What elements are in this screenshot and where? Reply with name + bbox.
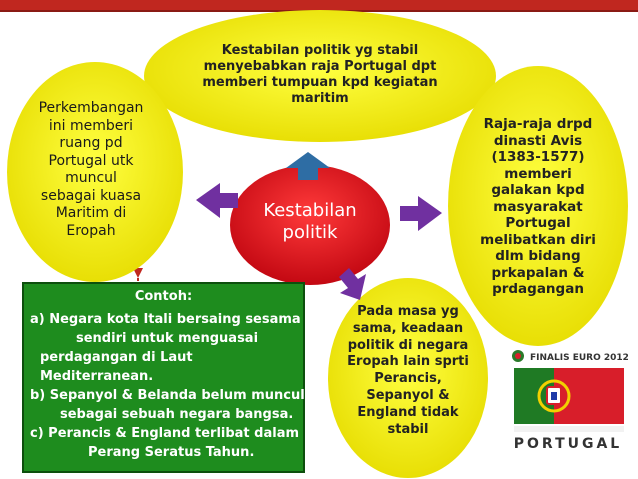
center-line: Kestabilan xyxy=(263,200,357,221)
right-bubble-line: masyarakat xyxy=(493,198,583,215)
bottom-bubble-text xyxy=(345,304,471,438)
center-line: politik xyxy=(282,222,338,243)
top-bubble-line: Kestabilan politik yg stabil xyxy=(221,43,419,58)
portugal-flag-icon xyxy=(508,348,628,456)
right-bubble-line: Portugal xyxy=(505,215,571,231)
left-bubble-line: sebagai kuasa xyxy=(40,187,142,204)
left-bubble-line: Perkembangan xyxy=(38,100,144,116)
right-bubble-line: (1383-1577) xyxy=(491,149,585,165)
logo-title: FINALIS EURO 2012 xyxy=(530,353,628,363)
right-bubble-text xyxy=(478,116,598,298)
bottom-bubble-line: sama, keadaan xyxy=(352,320,464,336)
center-text xyxy=(240,200,380,244)
right-bubble-line: melibatkan diri xyxy=(480,231,596,248)
example-item: sebagai sebuah negara bangsa. xyxy=(60,407,294,422)
top-bubble-text xyxy=(200,43,440,107)
right-bubble-line: memberi xyxy=(504,165,572,182)
example-item: sendiri untuk menguasai xyxy=(76,331,259,346)
top-bubble-line: menyebabkan raja Portugal dpt xyxy=(203,59,437,74)
bottom-bubble-line: Perancis, xyxy=(374,371,442,387)
example-item: b) Sepanyol & Belanda belum muncul xyxy=(30,388,305,403)
left-bubble-line: Eropah xyxy=(66,222,116,239)
left-bubble-line: muncul xyxy=(65,170,117,186)
bottom-bubble-line: politik di negara xyxy=(347,337,469,353)
right-bubble-line: galakan kpd xyxy=(491,182,585,198)
top-bubble-line: memberi tumpuan kpd kegiatan xyxy=(202,75,438,90)
right-bubble-line: Raja-raja drpd xyxy=(483,116,593,132)
right-bubble-line: prdagangan xyxy=(492,281,584,297)
bottom-bubble-line: England tidak xyxy=(357,404,459,420)
right-bubble-line: dinasti Avis xyxy=(493,132,583,149)
left-bubble-line: ini memberi xyxy=(48,117,134,134)
right-bubble-line: prkapalan & xyxy=(491,264,585,281)
left-bubble-text xyxy=(28,100,154,240)
left-bubble-line: Maritim di xyxy=(55,205,127,221)
right-bubble-line: dlm bidang xyxy=(495,248,581,264)
euro-portugal-logo xyxy=(508,348,628,456)
top-bubble-line: maritim xyxy=(291,91,349,106)
bottom-bubble-line: Pada masa yg xyxy=(357,304,459,319)
example-title: Contoh: xyxy=(134,289,193,304)
example-item: c) Perancis & England terlibat dalam xyxy=(30,426,300,441)
example-item: perdagangan di Laut Mediterranean. xyxy=(40,350,193,384)
example-list xyxy=(30,310,305,462)
logo-country: PORTUGAL xyxy=(513,436,623,452)
bottom-bubble-line: stabil xyxy=(387,421,429,437)
example-item: Perang Seratus Tahun. xyxy=(88,445,255,460)
arrow-right xyxy=(400,196,442,231)
example-item: a) Negara kota Itali bersaing sesama xyxy=(30,312,301,327)
left-bubble-line: ruang pd xyxy=(59,135,123,151)
left-bubble-line: Portugal utk xyxy=(48,152,134,169)
bottom-bubble-line: Eropah lain sprti xyxy=(347,354,469,370)
bottom-bubble-line: Sepanyol & xyxy=(366,387,450,403)
